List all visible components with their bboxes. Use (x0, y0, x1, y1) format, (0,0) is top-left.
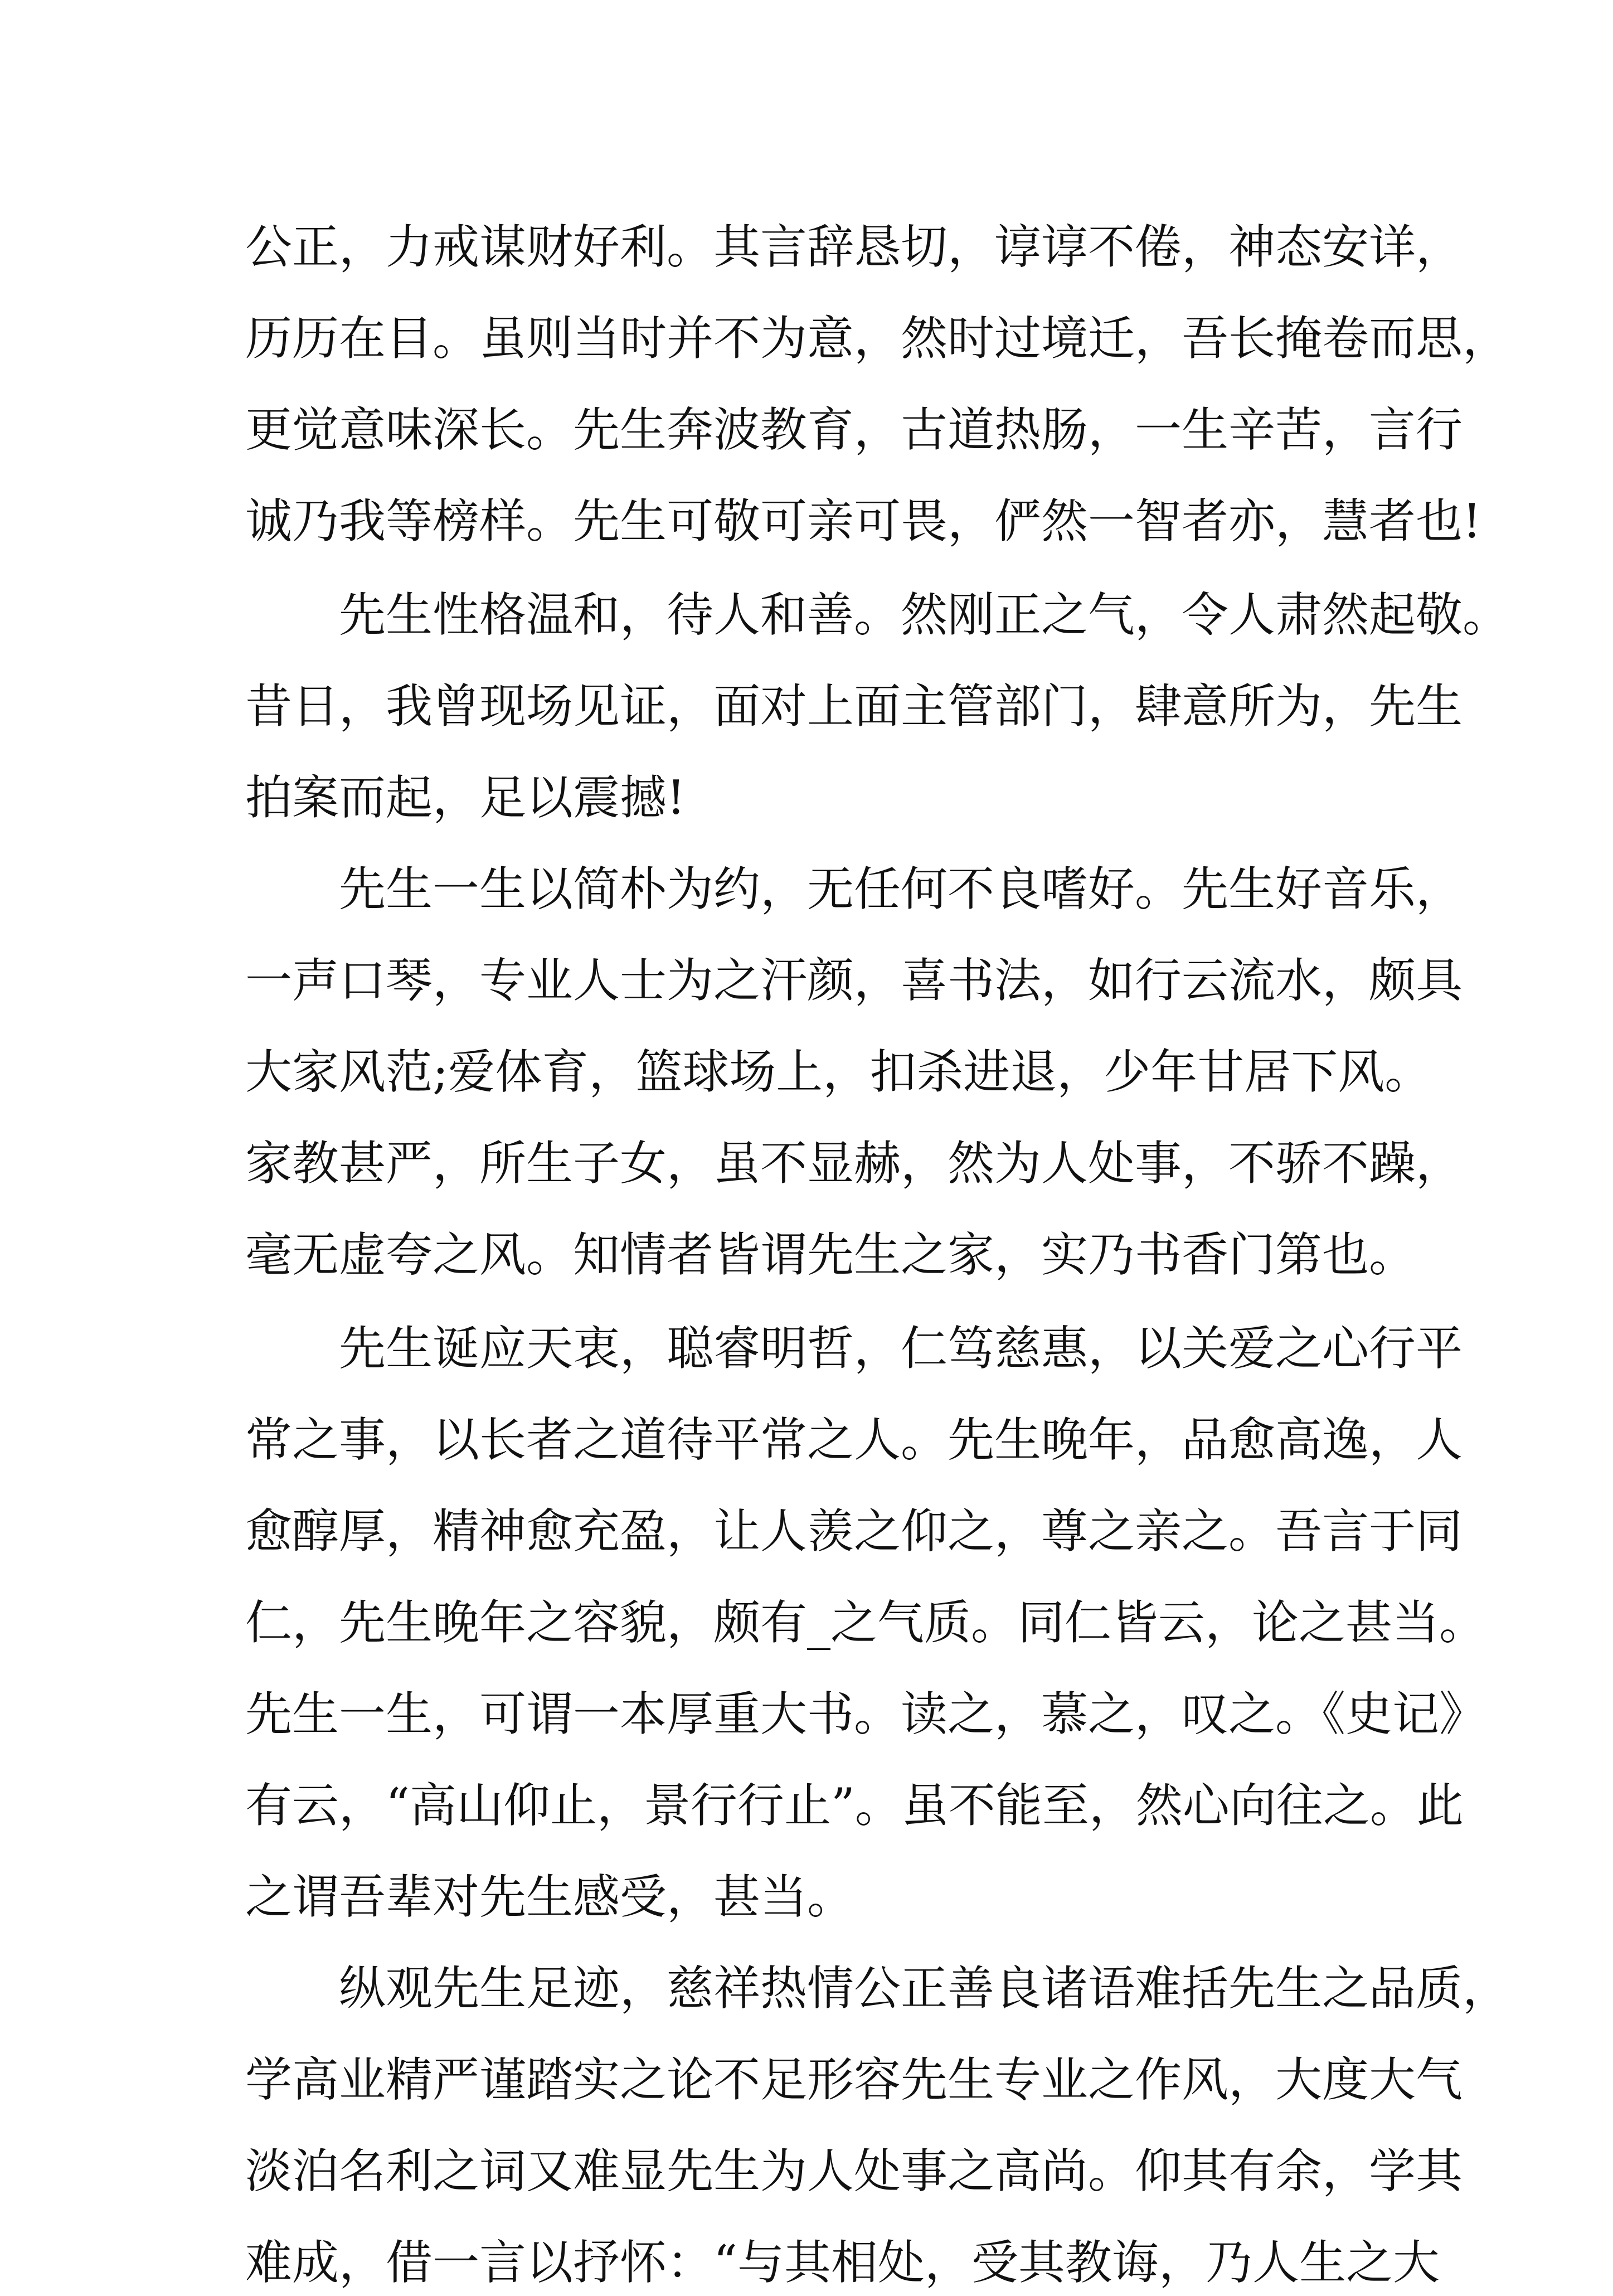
text-line: 诚乃我等榜样。先生可敬可亲可畏，俨然一智者亦，慧者也! (245, 494, 1481, 548)
text-line: 常之事，以长者之道待平常之人。先生晚年，品愈高逸，人 (245, 1412, 1463, 1467)
text-line: 淡泊名利之词又难显先生为人处事之高尚。仰其有余，学其 (245, 2144, 1463, 2198)
text-line: 一声口琴，专业人士为之汗颜，喜书法，如行云流水，颇具 (245, 953, 1463, 1008)
text-line: 难成，借一言以抒怀：“与其相处，受其教诲，乃人生之大 (245, 2235, 1440, 2290)
text-line: 昔日，我曾现场见证，面对上面主管部门，肆意所为，先生 (245, 679, 1463, 734)
document-page (245, 0, 1510, 2290)
text-line: 历历在目。虽则当时并不为意，然时过境迁，吾长掩卷而思， (245, 311, 1510, 366)
paragraph-first-line: 先生诞应天衷，聪睿明哲，仁笃慈惠，以关爱之心行平 (339, 1321, 1463, 1376)
paragraph-first-line: 纵观先生足迹，慈祥热情公正善良诸语难括先生之品质， (339, 1961, 1510, 2016)
text-line: 大家风范;爱体育，篮球场上，扣杀进退，少年甘居下风。 (245, 1045, 1432, 1099)
text-line: 拍案而起，足以震撼! (245, 770, 686, 825)
text-line: 仁，先生晚年之容貌，颇有_之气质。同仁皆云，论之甚当。 (245, 1595, 1486, 1650)
text-line: 先生一生，可谓一本厚重大书。读之，慕之，叹之。《史记》 (245, 1687, 1486, 1741)
text-line: 家教甚严，所生子女，虽不显赫，然为人处事，不骄不躁， (245, 1136, 1463, 1191)
text-line: 有云，“高山仰止，景行行止”。虽不能至，然心向往之。此 (245, 1778, 1464, 1833)
text-line: 愈醇厚，精神愈充盈，让人羡之仰之，尊之亲之。吾言于同 (245, 1504, 1463, 1559)
text-line: 之谓吾辈对先生感受，甚当。 (245, 1870, 854, 1924)
paragraph-first-line: 先生一生以简朴为约，无任何不良嗜好。先生好音乐， (339, 862, 1463, 916)
text-line: 学高业精严谨踏实之论不足形容先生专业之作风，大度大气 (245, 2052, 1463, 2107)
text-line: 毫无虚夸之风。知情者皆谓先生之家，实乃书香门第也。 (245, 1227, 1416, 1282)
text-line: 更觉意味深长。先生奔波教育，古道热肠，一生辛苦，言行 (245, 402, 1463, 457)
text-line: 公正，力戒谋财好利。其言辞恳切，谆谆不倦，神态安详， (245, 220, 1463, 274)
paragraph-first-line: 先生性格温和，待人和善。然刚正之气，令人肃然起敬。 (339, 588, 1510, 642)
